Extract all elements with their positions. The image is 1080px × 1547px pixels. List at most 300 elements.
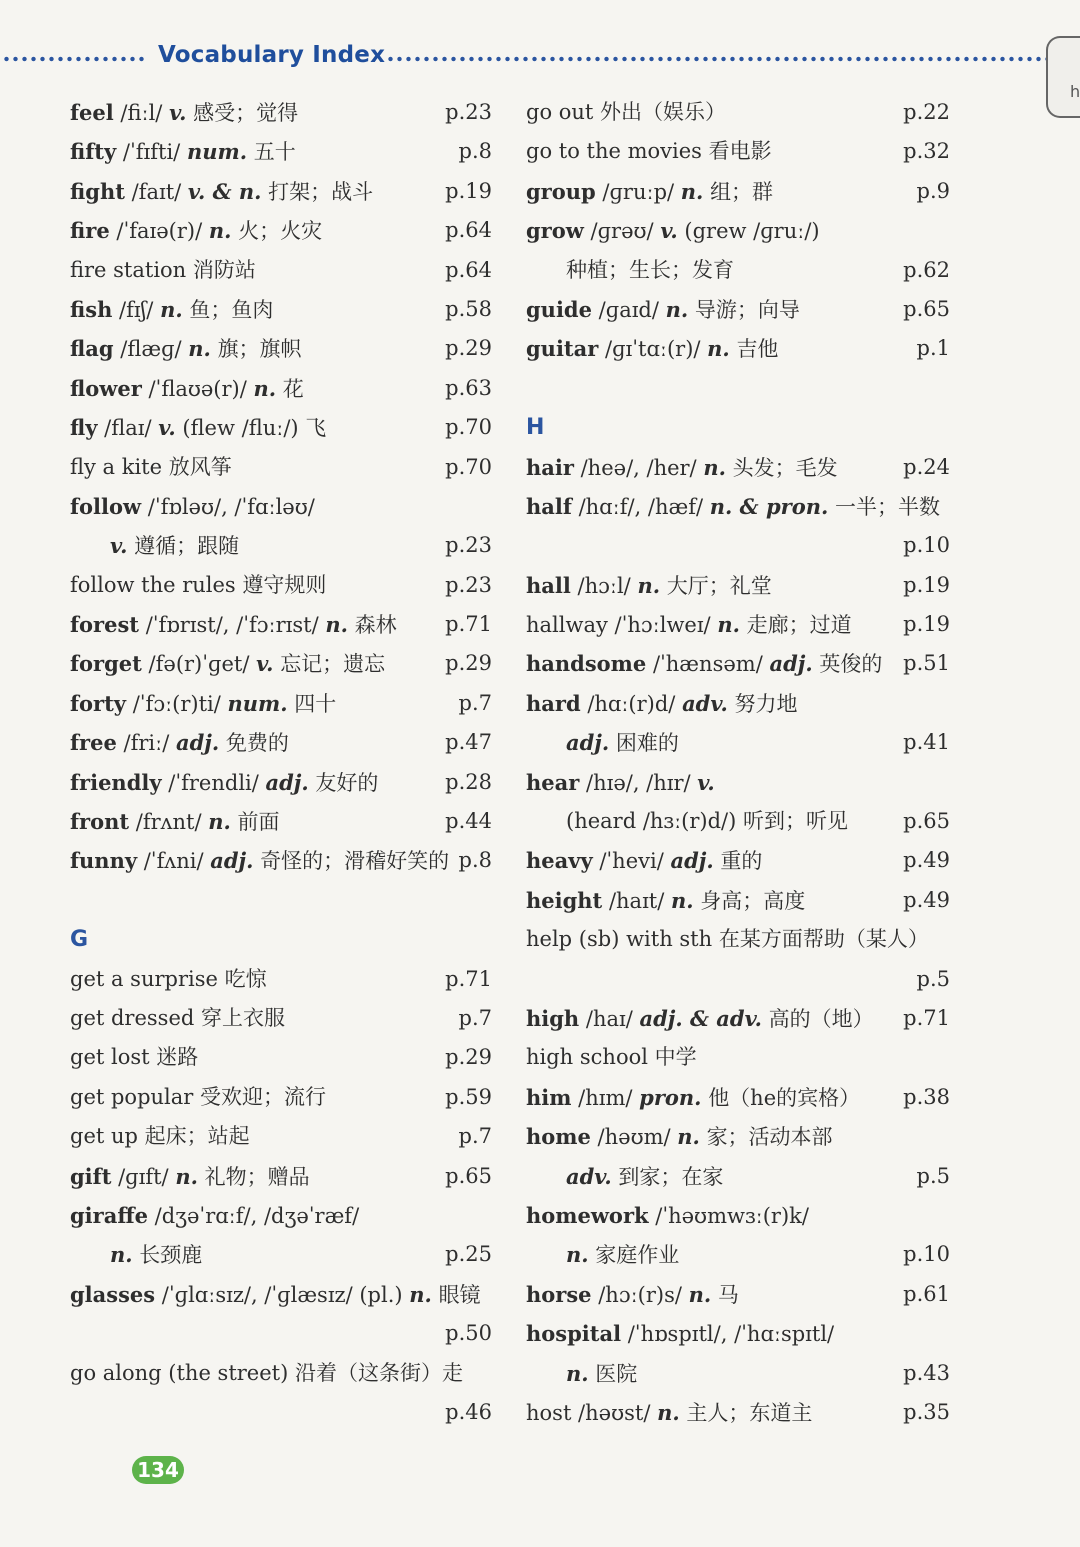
entry-text	[70, 1157, 310, 1197]
page-ref: p.65	[903, 296, 950, 321]
index-entry	[526, 841, 950, 880]
index-entry	[70, 999, 492, 1038]
pronunciation: get a surprise 吃惊	[70, 966, 267, 991]
entry-text	[70, 487, 315, 527]
page-ref: p.5	[916, 966, 950, 991]
page-ref: p.62	[903, 257, 950, 282]
index-entry	[526, 1314, 950, 1353]
pronunciation: get dressed 穿上衣服	[70, 1005, 285, 1030]
headword: hall	[526, 572, 571, 598]
page-ref: p.65	[445, 1163, 492, 1188]
headword: him	[526, 1084, 572, 1110]
gloss: 感受；觉得	[193, 101, 299, 125]
part-of-speech: n.	[677, 1124, 700, 1150]
index-entry	[526, 802, 950, 841]
pronunciation: host /həʊst/	[526, 1400, 651, 1425]
index-entry	[526, 1393, 950, 1432]
entry-text	[566, 1157, 723, 1197]
page-ref: p.71	[445, 612, 492, 637]
entry-text	[70, 841, 449, 881]
pronunciation: get up 起床；站起	[70, 1124, 250, 1149]
gloss: 大厅；礼堂	[666, 573, 772, 598]
entry-text	[526, 1393, 812, 1433]
part-of-speech: n.	[688, 1281, 712, 1307]
index-entry	[70, 802, 492, 841]
pronunciation: /ˈhænsəm/	[652, 652, 763, 677]
page-ref: p.50	[445, 1321, 492, 1346]
page-ref: p.7	[458, 690, 492, 715]
entry-text	[70, 448, 232, 487]
index-entry	[526, 999, 950, 1038]
gloss: 遵循；跟随	[134, 534, 240, 559]
entry-text	[526, 841, 762, 881]
gloss: 长颈鹿	[139, 1243, 203, 1268]
index-entry	[70, 960, 492, 999]
page-ref: p.9	[916, 178, 950, 203]
page-ref: p.65	[903, 809, 950, 834]
gloss: 家；活动本部	[706, 1125, 833, 1150]
index-entry	[70, 1235, 492, 1274]
index-entry	[526, 644, 950, 683]
index-entry	[70, 211, 492, 250]
entry-text	[526, 763, 715, 803]
entry-text	[526, 1078, 860, 1118]
pronunciation: high school 中学	[526, 1045, 697, 1070]
pronunciation: /ˈhəʊmwɜː(r)k/	[655, 1203, 809, 1228]
pronunciation: (heard /hɜː(r)d/) 听到；听见	[566, 809, 848, 834]
gloss: 忘记；遗忘	[280, 652, 386, 677]
entry-text	[110, 1235, 202, 1275]
index-entry	[526, 723, 950, 762]
gloss: 家庭作业	[595, 1243, 680, 1268]
section-letter-text: G	[70, 927, 89, 953]
pronunciation: /ˈfʌni/	[143, 849, 204, 874]
index-entry	[526, 1157, 950, 1196]
entry-text	[526, 920, 929, 959]
pronunciation: follow the rules 遵守规则	[70, 572, 327, 597]
entry-text	[526, 211, 820, 251]
index-entry	[70, 1275, 492, 1314]
pronunciation: /ˈhevi/	[599, 849, 664, 874]
index-entry	[70, 448, 492, 487]
pronunciation: /ɡɪft/	[118, 1164, 169, 1189]
part-of-speech: n.	[208, 809, 231, 835]
entry-text	[70, 93, 298, 133]
pronunciation: /həʊm/	[597, 1125, 671, 1150]
headword: forest	[70, 612, 139, 638]
index-entry	[70, 1117, 492, 1156]
page-ref: p.71	[445, 966, 492, 991]
page-ref: p.46	[445, 1399, 492, 1424]
entry-text	[70, 960, 267, 999]
page-ref: p.64	[445, 257, 492, 282]
page-ref: p.23	[445, 100, 492, 124]
gloss: 免费的	[225, 731, 289, 756]
entry-text	[70, 251, 256, 290]
gloss: 四十	[294, 691, 337, 716]
index-entry	[526, 605, 950, 644]
entry-text	[526, 605, 852, 645]
page-ref: p.5	[916, 1163, 950, 1188]
entry-text	[70, 644, 385, 684]
entry-text	[70, 684, 336, 724]
pronunciation: /ɡrəʊ/	[590, 219, 654, 244]
gloss: 礼物；赠品	[204, 1164, 310, 1189]
page-ref: p.71	[903, 1005, 950, 1030]
part-of-speech: num.	[227, 690, 288, 716]
index-entry	[70, 605, 492, 644]
headword: follow	[70, 493, 142, 519]
part-of-speech: n. & pron.	[709, 493, 829, 519]
index-entry	[526, 763, 950, 802]
gloss: 火；火灾	[238, 219, 323, 244]
entry-text	[526, 132, 772, 171]
entry-text	[526, 93, 726, 132]
headword: glasses	[70, 1281, 156, 1307]
index-entry	[526, 1038, 950, 1077]
entry-text	[526, 644, 882, 684]
pronunciation: /heə/, /her/	[580, 455, 697, 480]
entry-text	[70, 763, 378, 803]
headword: hair	[526, 454, 574, 480]
index-entry	[526, 526, 950, 565]
section-letter	[526, 408, 950, 447]
index-entry	[526, 566, 950, 605]
part-of-speech: n.	[253, 375, 277, 401]
gloss: 困难的	[615, 731, 679, 756]
blank-line	[526, 369, 950, 408]
entry-text	[110, 526, 239, 566]
part-of-speech: adj.	[769, 651, 813, 677]
part-of-speech: v.	[110, 533, 128, 559]
headword: hard	[526, 690, 581, 716]
gloss: 打架；战斗	[268, 179, 374, 204]
index-entry	[526, 211, 950, 250]
pronunciation: fire station 消防站	[70, 257, 256, 282]
index-entry	[526, 1235, 950, 1274]
pronunciation: /fə(r)ˈɡet/	[148, 652, 250, 677]
headword: fight	[70, 178, 125, 204]
part-of-speech: n.	[208, 218, 232, 244]
index-entry	[526, 1196, 950, 1235]
headword: forget	[70, 651, 142, 677]
page-ref: p.7	[458, 1005, 492, 1030]
index-entry	[70, 329, 492, 368]
headword: gift	[70, 1163, 112, 1189]
headword: giraffe	[70, 1202, 148, 1228]
headword: guitar	[526, 336, 599, 362]
page-ref: p.64	[445, 218, 492, 243]
pronunciation: /friː/	[123, 731, 170, 756]
gloss: (flew /fluː/) 飞	[182, 416, 327, 441]
headword: handsome	[526, 651, 647, 677]
page-ref: p.32	[903, 139, 950, 164]
pronunciation: /fɪʃ/	[119, 297, 154, 322]
gloss: 努力地	[734, 691, 798, 716]
headword: hospital	[526, 1321, 622, 1347]
gloss: 重的	[720, 849, 763, 874]
page-ref: p.8	[458, 139, 492, 164]
part-of-speech: v.	[169, 100, 187, 125]
entry-text	[526, 1314, 834, 1354]
gloss: 走廊；过道	[746, 613, 852, 638]
page-number-badge: 134	[132, 1456, 184, 1484]
entry-text	[566, 1235, 679, 1275]
page-edge-tab	[1046, 36, 1080, 118]
entry-text	[70, 1117, 250, 1156]
part-of-speech: n.	[665, 296, 689, 322]
index-entry	[70, 251, 492, 290]
page-ref: p.19	[903, 612, 950, 637]
right-column	[526, 93, 950, 1432]
part-of-speech: n.	[409, 1281, 432, 1307]
pronunciation: /haɪ/	[585, 1006, 633, 1031]
gloss: 医院	[595, 1361, 638, 1386]
index-entry	[526, 172, 950, 211]
part-of-speech: adj. & adv.	[639, 1005, 762, 1031]
index-entry	[70, 408, 492, 447]
entry-text	[566, 723, 679, 763]
page-ref: p.19	[445, 178, 492, 203]
index-entry	[526, 1117, 950, 1156]
part-of-speech: n.	[671, 887, 694, 913]
pronunciation: fly a kite 放风筝	[70, 454, 232, 479]
index-entry	[526, 920, 950, 959]
headword: flower	[70, 375, 142, 401]
index-entry	[70, 487, 492, 526]
page-ref: p.70	[445, 415, 492, 440]
gloss: 一半；半数	[834, 494, 940, 519]
index-entry	[526, 290, 950, 329]
index-entry	[526, 132, 950, 171]
index-entry	[526, 684, 950, 723]
part-of-speech: adj.	[175, 730, 220, 756]
entry-text	[526, 999, 874, 1039]
page-ref: p.7	[458, 1124, 492, 1149]
part-of-speech: v.	[158, 415, 176, 441]
pronunciation: /ˈfaɪə(r)/	[116, 219, 203, 244]
entry-text	[526, 329, 778, 369]
index-entry	[70, 1314, 492, 1353]
page-ref: p.38	[903, 1084, 950, 1109]
page-ref: p.49	[903, 848, 950, 873]
headword: heavy	[526, 848, 593, 874]
part-of-speech: n.	[175, 1163, 198, 1189]
entry-text	[70, 802, 280, 842]
entry-text	[70, 605, 397, 645]
index-entry	[70, 841, 492, 880]
pronunciation: /ˈfɔː(r)ti/	[132, 691, 221, 716]
page-ref: p.10	[903, 533, 950, 558]
header-dots-right	[386, 56, 1056, 62]
index-entry	[70, 763, 492, 802]
headword: front	[70, 809, 130, 835]
page-ref: p.51	[903, 651, 950, 676]
entry-text	[70, 723, 289, 763]
pronunciation: /dʒəˈrɑːf/, /dʒəˈræf/	[154, 1203, 360, 1228]
pronunciation: /ˈfɒləʊ/, /ˈfɑːləʊ/	[147, 494, 315, 519]
gloss: 友好的	[315, 770, 379, 795]
part-of-speech: adj.	[265, 769, 309, 795]
pronunciation: /hɑːf/, /hæf/	[578, 494, 704, 519]
headword: high	[526, 1005, 580, 1031]
part-of-speech: v. & n.	[187, 178, 262, 204]
part-of-speech: n.	[160, 296, 183, 322]
pronunciation: get lost 迷路	[70, 1045, 199, 1070]
pronunciation: /ˈhɒspɪtl/, /ˈhɑːspɪtl/	[627, 1322, 835, 1347]
gloss: (grew /ɡruː/)	[684, 219, 820, 244]
entry-text	[70, 172, 373, 212]
pronunciation: /fiːl/	[120, 101, 163, 125]
index-entry	[70, 132, 492, 171]
page-ref: p.44	[445, 809, 492, 834]
page-ref: p.35	[903, 1399, 950, 1424]
pronunciation: /frʌnt/	[135, 810, 202, 835]
index-entry	[70, 723, 492, 762]
pronunciation: /hɔːl/	[577, 573, 631, 598]
entry-text	[70, 566, 326, 605]
page-ref: p.43	[903, 1360, 950, 1385]
entry-text	[526, 566, 772, 606]
pronunciation: /ˈɡlɑːsɪz/, /ˈɡlæsɪz/ (pl.)	[161, 1282, 403, 1307]
headword: height	[526, 887, 603, 913]
entry-text	[70, 1275, 481, 1315]
index-entry	[526, 960, 950, 999]
entry-text	[566, 802, 848, 841]
entry-text	[526, 1038, 697, 1077]
page-ref: p.23	[445, 572, 492, 597]
part-of-speech: v.	[256, 651, 274, 677]
headword: feel	[70, 100, 114, 125]
tab-letter: h	[1070, 82, 1080, 101]
page-ref: p.49	[903, 887, 950, 912]
part-of-speech: n.	[637, 572, 661, 598]
headword: flag	[70, 336, 114, 362]
section-letter-text: H	[526, 415, 545, 441]
gloss: 森林	[354, 613, 397, 638]
part-of-speech: n.	[188, 336, 211, 362]
entry-text	[526, 448, 838, 488]
pronunciation: /ˈfɒrɪst/, /ˈfɔːrɪst/	[145, 613, 319, 638]
index-entry	[70, 566, 492, 605]
index-entry	[526, 881, 950, 920]
headword: grow	[526, 218, 584, 244]
page-ref: p.8	[458, 848, 492, 873]
index-entry	[70, 1038, 492, 1077]
pronunciation: go out 外出（娱乐）	[526, 100, 727, 124]
entry-text	[526, 172, 773, 212]
gloss: 头发；毛发	[732, 455, 838, 480]
entry-text	[70, 369, 304, 409]
gloss: 马	[717, 1282, 739, 1307]
headword: half	[526, 493, 572, 519]
gloss: 身高；高度	[700, 888, 806, 913]
page-ref: p.59	[445, 1084, 492, 1109]
gloss: 吉他	[736, 337, 779, 362]
headword: guide	[526, 296, 592, 322]
page-ref: p.29	[445, 336, 492, 361]
pronunciation: go along (the street) 沿着（这条街）走	[70, 1360, 463, 1385]
entry-text	[70, 132, 296, 172]
index-entry	[526, 487, 950, 526]
headword: fish	[70, 296, 113, 322]
page-ref: p.63	[445, 375, 492, 400]
gloss: 眼镜	[438, 1282, 481, 1307]
entry-text	[566, 251, 734, 290]
gloss: 鱼；鱼肉	[189, 297, 274, 322]
gloss: 导游；向导	[694, 297, 800, 322]
part-of-speech: n.	[566, 1360, 589, 1386]
part-of-speech: pron.	[639, 1084, 702, 1110]
pronunciation: /flaɪ/	[104, 416, 152, 441]
gloss: 主人；东道主	[686, 1400, 813, 1425]
page-ref: p.29	[445, 1045, 492, 1070]
pronunciation: 种植；生长；发育	[566, 257, 734, 282]
entry-text	[526, 1275, 739, 1315]
page-ref: p.58	[445, 296, 492, 321]
gloss: 到家；在家	[618, 1164, 724, 1189]
gloss: 花	[282, 376, 304, 401]
part-of-speech: adj.	[670, 848, 714, 874]
headword: free	[70, 730, 117, 756]
headword: fly	[70, 415, 98, 441]
page-ref: p.24	[903, 454, 950, 479]
entry-text	[526, 290, 800, 330]
index-entry	[526, 1354, 950, 1393]
header-title: Vocabulary Index	[158, 42, 386, 68]
pronunciation: /hɑː(r)d/	[587, 691, 676, 716]
index-entry	[70, 526, 492, 565]
part-of-speech: v.	[697, 769, 715, 795]
entry-text	[526, 1196, 809, 1236]
part-of-speech: adv.	[682, 690, 728, 716]
gloss: 英俊的	[819, 652, 883, 677]
entry-text	[70, 290, 273, 330]
entry-text	[70, 329, 302, 369]
entry-text	[566, 1354, 637, 1394]
index-entry	[526, 93, 950, 132]
index-entry	[70, 684, 492, 723]
entry-text	[526, 487, 940, 527]
headword: group	[526, 178, 596, 204]
gloss: 组；群	[710, 179, 774, 204]
page-ref: p.10	[903, 1242, 950, 1267]
pronunciation: go to the movies 看电影	[526, 139, 772, 164]
entry-text	[70, 999, 285, 1038]
pronunciation: /ˈfɪfti/	[122, 140, 181, 165]
part-of-speech: v.	[660, 218, 678, 244]
pronunciation: /ˈfrendli/	[168, 770, 259, 795]
page-ref: p.41	[903, 730, 950, 755]
pronunciation: /ɡruːp/	[602, 179, 675, 204]
page-ref: p.29	[445, 651, 492, 676]
pronunciation: /hɔː(r)s/	[598, 1282, 682, 1307]
index-entry	[70, 1196, 492, 1235]
index-entry	[70, 1157, 492, 1196]
part-of-speech: n.	[110, 1242, 133, 1268]
entry-text	[526, 1117, 833, 1157]
page-ref: p.22	[903, 100, 950, 124]
index-entry	[526, 251, 950, 290]
gloss: 前面	[237, 810, 280, 835]
index-entry	[526, 448, 950, 487]
page-ref: p.47	[445, 730, 492, 755]
part-of-speech: n.	[680, 178, 704, 204]
page-ref: p.19	[903, 572, 950, 597]
index-entry	[70, 1078, 492, 1117]
headword: homework	[526, 1202, 649, 1228]
pronunciation: /ˈflaʊə(r)/	[148, 376, 247, 401]
